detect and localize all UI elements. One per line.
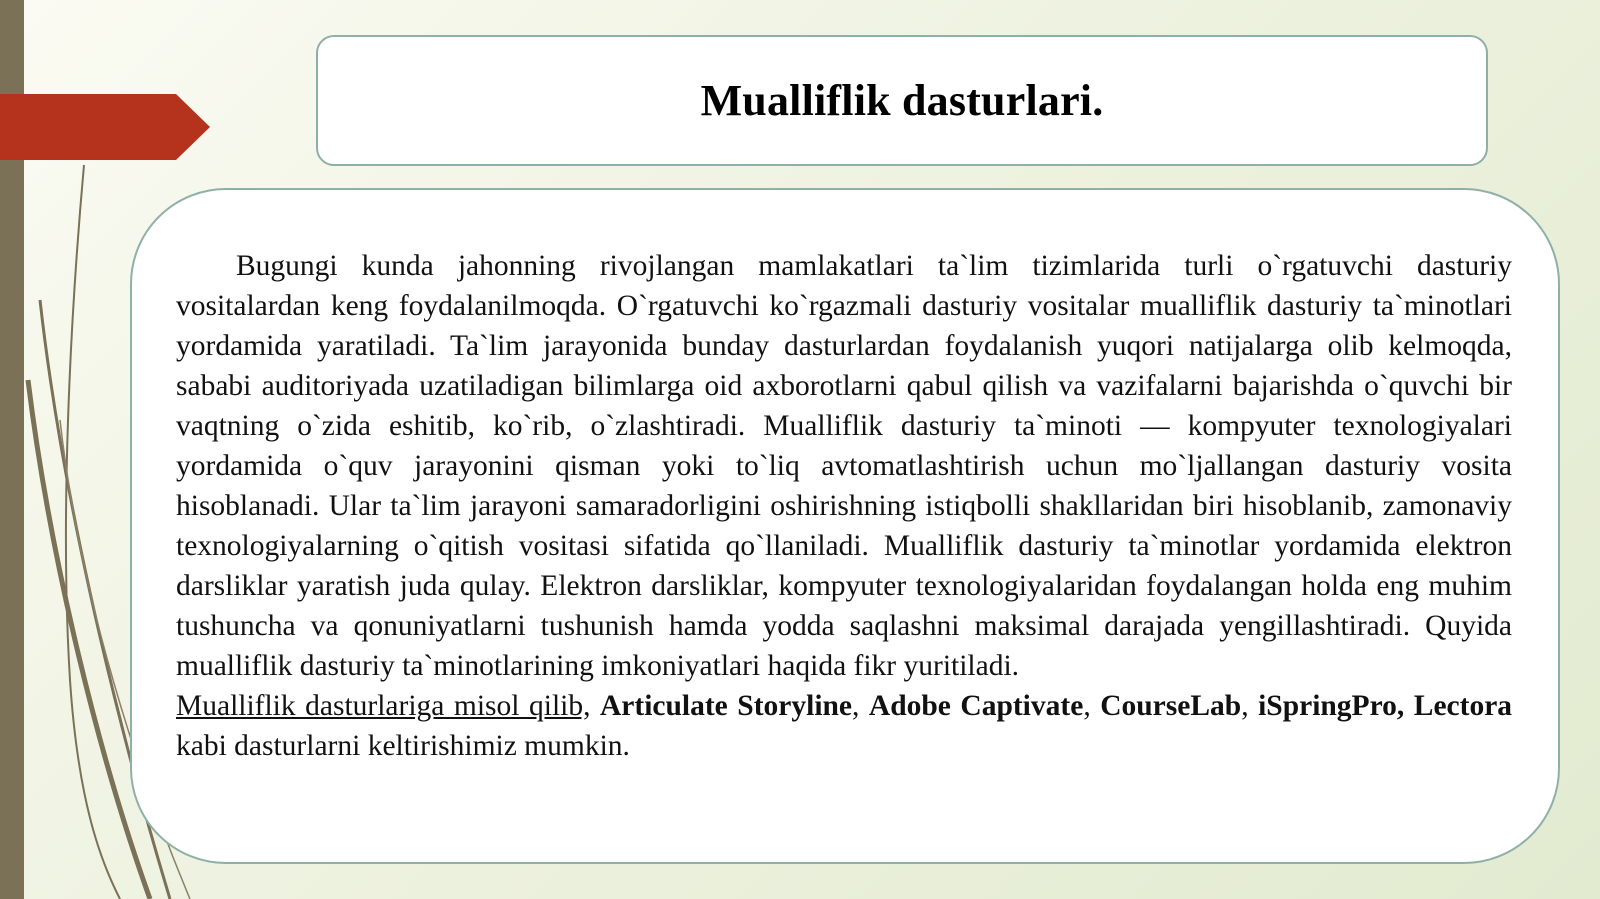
content-text [176,246,1512,766]
separator: , [852,690,860,722]
example-ispringpro-lectora: iSpringPro, Lectora [1258,690,1513,722]
content-box [130,188,1560,864]
examples-paragraph [176,686,1512,766]
examples-outro: kabi dasturlarni keltirishimiz mumkin. [176,730,630,762]
separator: , [1083,690,1091,722]
separator: , [1241,690,1249,722]
title-box [316,35,1488,166]
example-articulate-storyline: Articulate Storyline [600,690,853,722]
body-paragraph: Bugungi kunda jahonning rivojlangan mamlakatlari ta`lim tizimlarida turli o`rgatuvchi dasturiy vositalardan keng foydalanilmoqda. O`rgatuvchi ko`rgazmali dasturiy vositalar mualliflik dasturiy ta`minotlari yordamida yaratiladi. Ta`lim jarayonida bunday dasturlardan foydalanish yuqori natijalarga olib kelmoqda, sababi auditoriyada uzatiladigan bilimlarga oid axborotlarni qabul qilish va vazifalarni bajarishda o`quvchi bir vaqtning o`zida eshitib, ko`rib, o`zlashtiradi. Mualliflik dasturiy ta`minoti — kompyuter texnologiyalari yordamida o`quv jarayonini qisman yoki to`liq avtomatlashtirish uchun mo`ljallangan dasturiy vosita hisoblanadi. Ular ta`lim jarayoni samaradorligini oshirishning istiqbolli shakllaridan biri hisoblanib, zamonaviy texnologiyalarning o`qitish vositasi sifatida qo`llaniladi. Mualliflik dasturiy ta`minotlar yordamida elektron darsliklar yaratish juda qulay. Elektron darsliklar, kompyuter texnologiyalaridan foydalangan holda eng muhim tushuncha va qonuniyatlarni tushunish hamda yodda saqlashni maksimal darajada yengillashtiradi. Quyida mualliflik dasturiy ta`minotlarining imkoniyatlari haqida fikr yuritiladi. [176,250,1512,682]
examples-intro: Mualliflik dasturlariga misol qilib, [176,690,591,722]
red-arrow-shape [0,94,210,160]
example-courselab: CourseLab [1100,690,1242,722]
example-adobe-captivate: Adobe Captivate [868,690,1084,722]
slide-title: Mualliflik dasturlari. [700,76,1104,125]
